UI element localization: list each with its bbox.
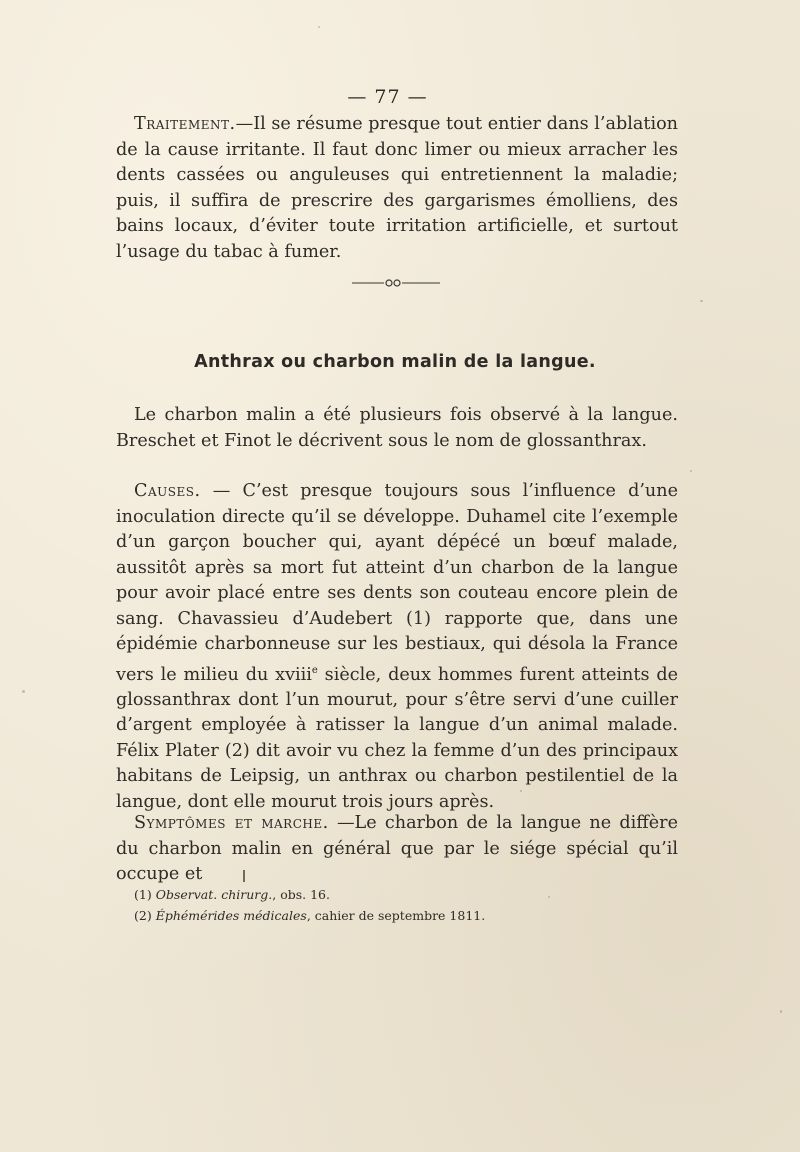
traitement-text: —Il se résume presque tout entier dans l’ablation de la cause irritante. Il faut donc limer ou mieux arracher les dents cassées ou anguleuses qui entretiennent la maladie; puis, il suffira de prescrire des gargarismes émolliens, des bains locaux, d’éviter toute irritation artificielle, et surtout l’usage du tabac à fumer. <box>116 114 678 262</box>
footnote-separator <box>243 870 245 882</box>
symptomes-paragraph <box>116 811 678 888</box>
intro-paragraph: Le charbon malin a été plusieurs fois observé à la langue. Breschet et Finot le décrivent sous le nom de glossanthrax. <box>116 405 678 451</box>
causes-paragraph <box>116 479 678 815</box>
footnote-marker: (1) <box>134 887 152 902</box>
section-heading: Anthrax ou charbon malin de la langue. <box>194 352 596 372</box>
traitement-paragraph <box>116 112 678 265</box>
page-number: — 77 — <box>347 86 428 108</box>
causes-text-part2: siècle, deux hommes furent atteints de glossanthrax dont l’un mourut, pour s’être servi d’une cuiller d’argent employée à ratisser la langue d’un animal malade. Félix Plater (2) dit avoir vu chez la femme d’un des principaux habitans de Leipsig, un anthrax ou charbon pestilentiel de la langue, dont elle mourut trois jours après. <box>116 664 679 812</box>
footnote-title: Éphémérides médicales <box>155 908 307 923</box>
footnote-title: Observat. chirurg. <box>155 887 273 902</box>
symptomes-lead: Symptômes et marche. <box>134 813 329 833</box>
footnote-rest: , cahier de septembre 1811. <box>306 908 486 923</box>
section-divider-ornament <box>352 278 440 288</box>
footnote-marker: (2) <box>134 908 152 923</box>
footnotes <box>134 884 654 926</box>
footnote-1 <box>134 884 654 905</box>
causes-lead: Causes. <box>134 481 201 501</box>
causes-text-part1: — C’est presque toujours sous l’influence d’une inoculation directe qu’il se développe. Duhamel cite l’exemple d’un garçon boucher qui, ayant dépécé un bœuf malade, aussitôt après sa mort fut atteint d’un charbon de la langue pour avoir placé entre ses dents son couteau encore plein de sang. Chavassieu d’Audebert (1) rapporte que, dans une épidémie charbonneuse sur les bestiaux, qui désola la France vers le milieu du xviii <box>116 481 678 685</box>
footnote-rest: , obs. 16. <box>272 887 330 902</box>
symptomes-text: —Le charbon de la langue ne diffère du charbon malin en général que par le siége spécial qu’il occupe et <box>116 813 679 884</box>
traitement-lead: Traitement. <box>134 114 236 134</box>
century-superscript: e <box>311 664 318 676</box>
footnote-2 <box>134 905 654 926</box>
